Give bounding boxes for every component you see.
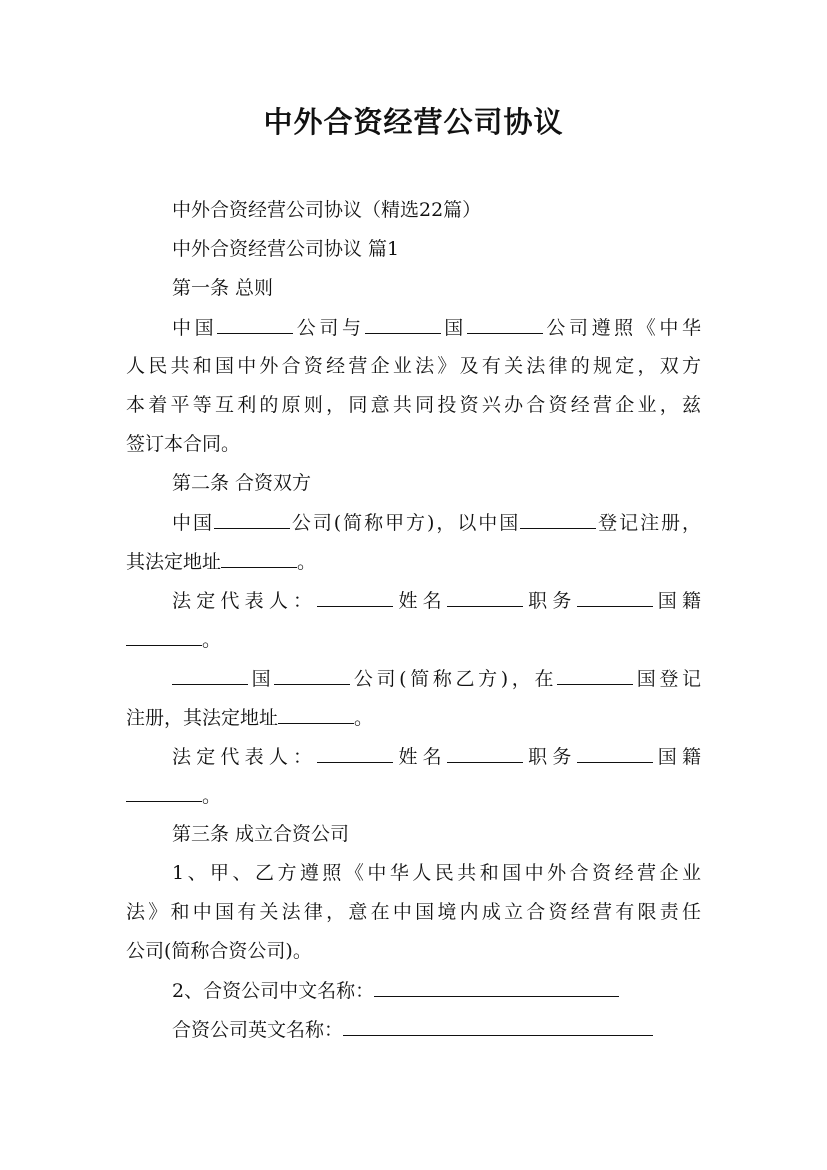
party-b-line-1: [172, 666, 701, 691]
article-3-paragraph-line-1: 1、甲、乙方遵照《中华人民共和国中外合资经营企业: [172, 862, 701, 884]
text-segment: 法定代表人：: [172, 590, 318, 612]
text-segment: 国: [440, 317, 467, 339]
text-segment: 法定代表人：: [172, 746, 318, 768]
party-a-line-2: [126, 549, 316, 574]
article-3-paragraph-line-2: 法》和中国有关法律，意在中国境内成立合资经营有限责任: [126, 901, 701, 923]
intro-line: 中外合资经营公司协议（精选22篇）: [172, 199, 482, 221]
fill-blank: [278, 705, 354, 724]
text-segment: 。: [202, 629, 222, 651]
article-3-paragraph-line-3: 公司(简称合资公司)。: [126, 940, 312, 962]
article-2-heading: 第二条 合资双方: [172, 472, 312, 494]
article-1-heading: 第一条 总则: [172, 277, 274, 299]
fill-blank: [221, 549, 297, 568]
text-segment: 注册，其法定地址: [126, 707, 279, 729]
fill-blank: [214, 510, 290, 529]
text-segment: 公司(简称甲方)，以中国: [289, 512, 521, 534]
party-b-representative-end: [126, 783, 221, 808]
english-name-line: [172, 1017, 653, 1042]
text-segment: 姓名: [393, 590, 447, 612]
fill-blank: [577, 588, 653, 607]
fill-blank: [365, 315, 441, 334]
fill-blank: [274, 666, 350, 685]
section-header: 中外合资经营公司协议 篇1: [172, 238, 400, 260]
document-title: 中外合资经营公司协议: [263, 105, 564, 139]
article-1-paragraph-line-3: 本着平等互利的原则，同意共同投资兴办合资经营企业，兹: [126, 394, 701, 416]
text-segment: 。: [297, 551, 317, 573]
article-1-paragraph-line-4: 签订本合同。: [126, 433, 241, 455]
article-3-heading: 第三条 成立合资公司: [172, 823, 350, 845]
text-segment: 。: [354, 707, 374, 729]
text-segment: 合资公司英文名称：: [172, 1019, 344, 1041]
party-b-line-2: [126, 705, 373, 730]
fill-blank: [172, 666, 248, 685]
party-a-representative: [172, 588, 701, 613]
fill-blank: [557, 666, 633, 685]
fill-blank: [317, 744, 393, 763]
text-segment: 国籍: [652, 590, 701, 612]
fill-blank: [217, 315, 293, 334]
party-a-line-1: [172, 510, 701, 535]
text-segment: 职务: [522, 746, 577, 768]
text-segment: 中国: [172, 512, 214, 534]
text-segment: 国登记: [633, 668, 701, 690]
text-segment: 2、合资公司中文名称：: [172, 980, 375, 1002]
text-segment: 姓名: [393, 746, 447, 768]
text-segment: 公司(简称乙方)，在: [350, 668, 558, 690]
fill-blank: [447, 588, 523, 607]
fill-blank: [126, 627, 202, 646]
chinese-name-line: [172, 978, 619, 1003]
text-segment: 国: [248, 668, 275, 690]
text-segment: 国籍: [652, 746, 701, 768]
article-1-paragraph-line-2: 人民共和国中外合资经营企业法》及有关法律的规定，双方: [126, 355, 701, 377]
text-segment: 。: [202, 785, 222, 807]
fill-blank: [126, 783, 202, 802]
text-segment: 职务: [522, 590, 577, 612]
text-segment: 公司遵照《中华: [542, 317, 701, 339]
party-a-representative-end: [126, 627, 221, 652]
text-segment: 公司与: [293, 317, 365, 339]
fill-blank: [467, 315, 543, 334]
fill-blank: [317, 588, 393, 607]
fill-blank: [520, 510, 596, 529]
fill-blank: [374, 978, 619, 997]
text-segment: 其法定地址: [126, 551, 222, 573]
article-1-paragraph-line-1: [172, 315, 701, 340]
fill-blank: [577, 744, 653, 763]
fill-blank: [447, 744, 523, 763]
fill-blank: [343, 1017, 653, 1036]
text-segment: 中国: [172, 317, 218, 339]
party-b-representative: [172, 744, 701, 769]
text-segment: 登记注册，: [596, 512, 701, 534]
